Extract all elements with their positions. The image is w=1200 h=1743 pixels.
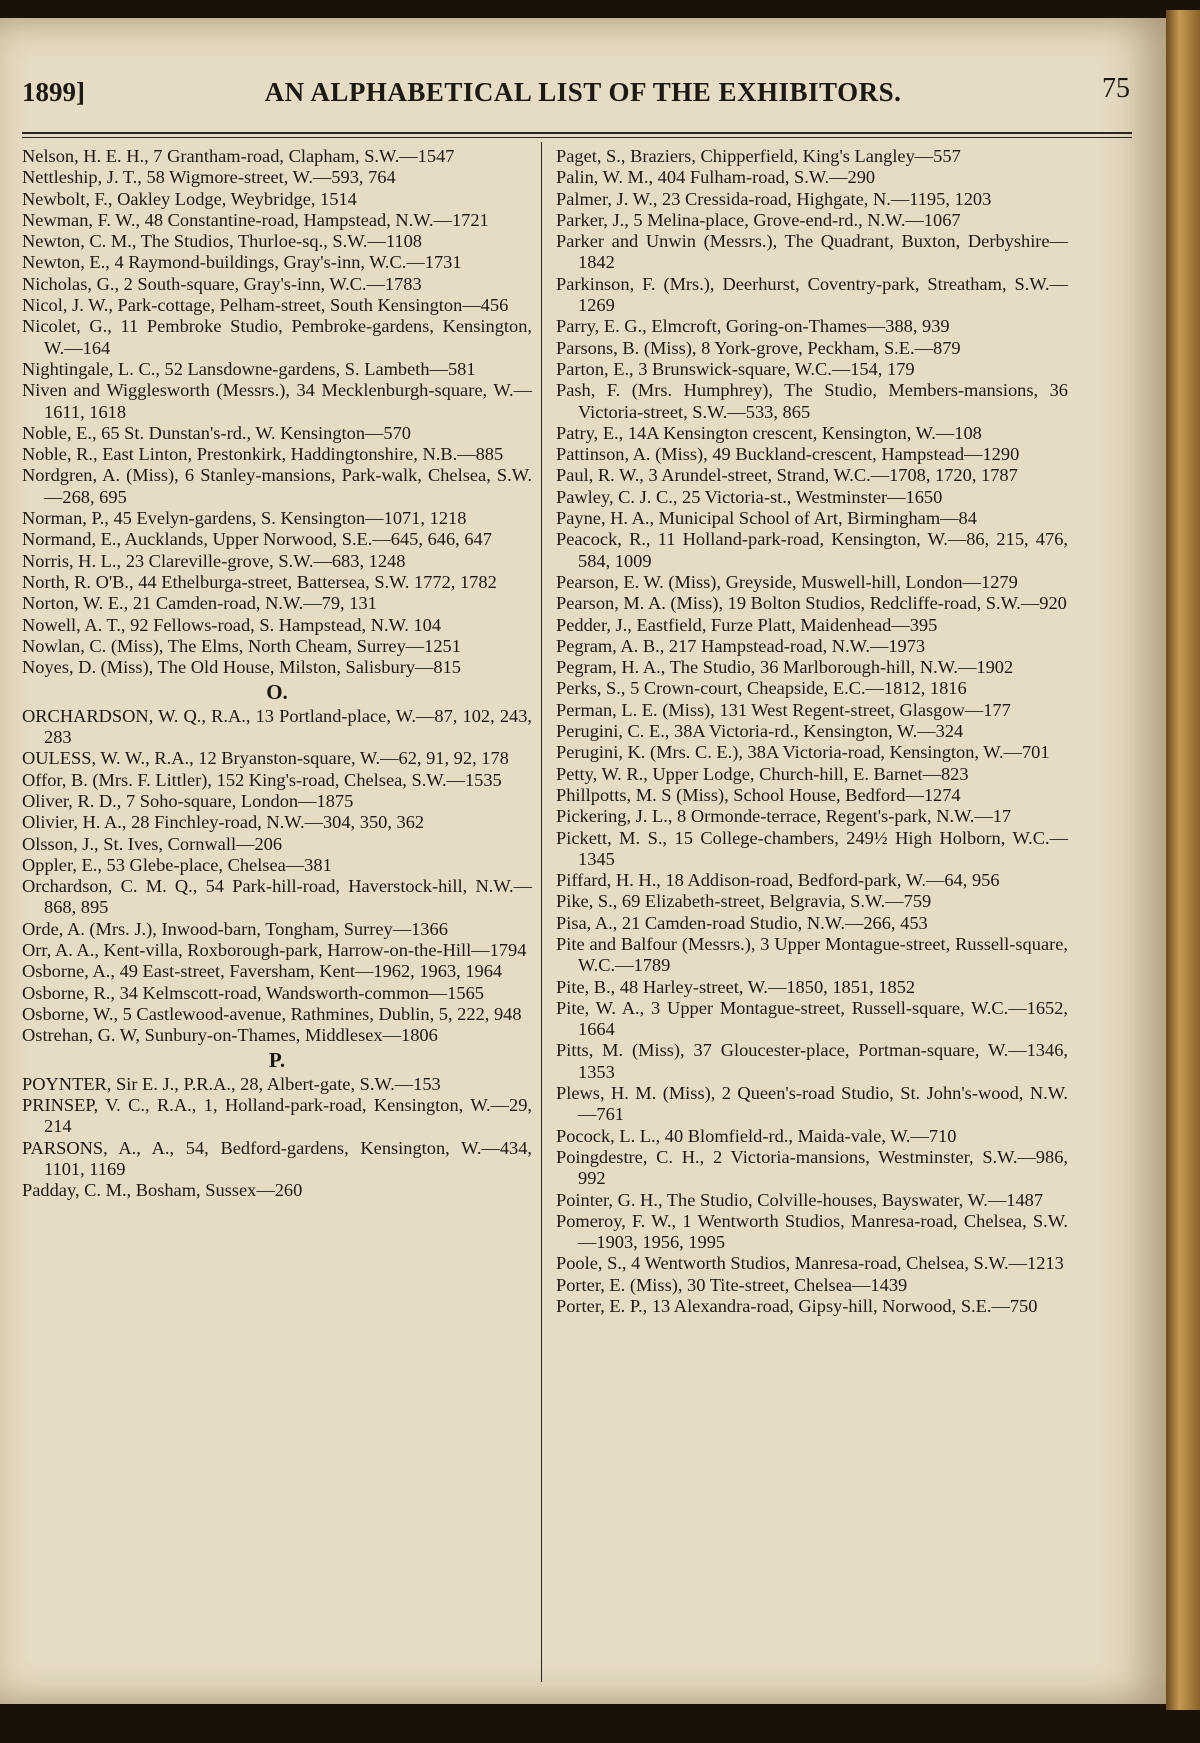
exhibitor-entry: Pite, W. A., 3 Upper Montague-street, Russell-square, W.C.—1652, 1664 (556, 997, 1068, 1040)
exhibitor-entry: Pash, F. (Mrs. Humphrey), The Studio, Members-mansions, 36 Victoria-street, S.W.—533, 865 (556, 380, 1068, 422)
right-column (556, 146, 1068, 1317)
exhibitor-entry: Noble, R., East Linton, Prestonkirk, Haddingtonshire, N.B.—885 (22, 444, 504, 465)
exhibitor-entry: Orchardson, C. M. Q., 54 Park-hill-road, Haverstock-hill, N.W.—868, 895 (22, 876, 532, 918)
exhibitor-entry: Nightingale, L. C., 52 Lansdowne-gardens, S. Lambeth—581 (22, 358, 476, 379)
exhibitor-entry: Parry, E. G., Elmcroft, Goring-on-Thames—388, 939 (556, 316, 950, 337)
exhibitor-entry: Pawley, C. J. C., 25 Victoria-st., Westminster—1650 (556, 486, 943, 507)
exhibitor-entry: Nelson, H. E. H., 7 Grantham-road, Clapham, S.W.—1547 (22, 146, 455, 166)
column-divider (541, 142, 542, 1682)
exhibitor-entry: Orr, A. A., Kent-villa, Roxborough-park, Harrow-on-the-Hill—1794 (22, 939, 527, 960)
exhibitor-entry: Norman, P., 45 Evelyn-gardens, S. Kensington—1071, 1218 (22, 508, 467, 529)
header-rule (22, 132, 1132, 134)
exhibitor-entry: Paget, S., Braziers, Chipperfield, King's Langley—557 (556, 146, 961, 166)
page-header (22, 73, 1144, 123)
page-number: 75 (1102, 73, 1130, 104)
exhibitor-entry: Noble, E., 65 St. Dunstan's-rd., W. Kensington—570 (22, 422, 411, 443)
exhibitor-entry: PARSONS, A., A., 54, Bedford-gardens, Kensington, W.—434, 1101, 1169 (22, 1137, 532, 1179)
exhibitor-entry: Orde, A. (Mrs. J.), Inwood-barn, Tongham, Surrey—1366 (22, 918, 448, 939)
exhibitor-entry: Olivier, H. A., 28 Finchley-road, N.W.—304, 350, 362 (22, 812, 425, 833)
exhibitor-entry: Parkinson, F. (Mrs.), Deerhurst, Coventry-park, Streatham, S.W.—1269 (556, 273, 1068, 316)
exhibitor-entry: Pickering, J. L., 8 Ormonde-terrace, Regent's-park, N.W.—17 (556, 806, 1012, 827)
exhibitor-entry: Oppler, E., 53 Glebe-place, Chelsea—381 (22, 854, 332, 875)
exhibitor-entry: Pite, B., 48 Harley-street, W.—1850, 1851, 1852 (556, 976, 916, 997)
exhibitor-entry: Normand, E., Aucklands, Upper Norwood, S.E.—645, 646, 647 (22, 529, 492, 550)
exhibitor-entry: Nicol, J. W., Park-cottage, Pelham-street, South Kensington—456 (22, 295, 509, 316)
exhibitor-entry: Offor, B. (Mrs. F. Littler), 152 King's-road, Chelsea, S.W.—1535 (22, 769, 502, 790)
exhibitor-entry: Phillpotts, M. S (Miss), School House, Bedford—1274 (556, 784, 961, 805)
page-year: 1899] (22, 77, 85, 107)
exhibitor-entry: Osborne, R., 34 Kelmscott-road, Wandsworth-common—1565 (22, 982, 484, 1003)
exhibitor-entry: Pegram, A. B., 217 Hampstead-road, N.W.—1973 (556, 635, 926, 656)
left-column (22, 146, 532, 1202)
exhibitor-entry: Poole, S., 4 Wentworth Studios, Manresa-road, Chelsea, S.W.—1213 (556, 1253, 1064, 1274)
exhibitor-entry: Pointer, G. H., The Studio, Colville-houses, Bayswater, W.—1487 (556, 1189, 1044, 1210)
exhibitor-entry: North, R. O'B., 44 Ethelburga-street, Battersea, S.W. 1772, 1782 (22, 571, 497, 592)
section-letter: O. (266, 680, 288, 705)
section-letter: P. (268, 1048, 286, 1073)
exhibitor-entry: Pearson, M. A. (Miss), 19 Bolton Studios, Redcliffe-road, S.W.—920 (556, 593, 1067, 614)
page-gilt-edge (1166, 10, 1200, 1710)
exhibitor-entry: Pike, S., 69 Elizabeth-street, Belgravia, S.W.—759 (556, 891, 932, 912)
exhibitor-entry: Padday, C. M., Bosham, Sussex—260 (22, 1180, 303, 1201)
exhibitor-entry: Nowell, A. T., 92 Fellows-road, S. Hampstead, N.W. 104 (22, 614, 442, 635)
exhibitor-entry: Perugini, K. (Mrs. C. E.), 38A Victoria-road, Kensington, W.—701 (556, 742, 1050, 763)
exhibitor-entry: Palin, W. M., 404 Fulham-road, S.W.—290 (556, 167, 876, 188)
exhibitor-entry: Pearson, E. W. (Miss), Greyside, Muswell-hill, London—1279 (556, 571, 1018, 592)
exhibitor-entry: Pite and Balfour (Messrs.), 3 Upper Montague-street, Russell-square, W.C.—1789 (556, 933, 1068, 976)
exhibitor-entry: Ostrehan, G. W, Sunbury-on-Thames, Middlesex—1806 (22, 1025, 438, 1046)
exhibitor-entry: Olsson, J., St. Ives, Cornwall—206 (22, 833, 283, 854)
exhibitor-entry: Poingdestre, C. H., 2 Victoria-mansions, Westminster, S.W.—986, 992 (556, 1146, 1068, 1189)
exhibitor-entry: PRINSEP, V. C., R.A., 1, Holland-park-road, Kensington, W.—29, 214 (22, 1095, 532, 1137)
exhibitor-entry: Peacock, R., 11 Holland-park-road, Kensington, W.—86, 215, 476, 584, 1009 (556, 529, 1068, 571)
exhibitor-entry: Noyes, D. (Miss), The Old House, Milston, Salisbury—815 (22, 657, 461, 678)
exhibitor-entry: Pisa, A., 21 Camden-road Studio, N.W.—266, 453 (556, 912, 928, 933)
exhibitor-entry: Patry, E., 14A Kensington crescent, Kensington, W.—108 (556, 422, 982, 443)
exhibitor-entry: Porter, E. (Miss), 30 Tite-street, Chelsea—1439 (556, 1274, 908, 1295)
exhibitor-entry: Pomeroy, F. W., 1 Wentworth Studios, Manresa-road, Chelsea, S.W.—1903, 1956, 1995 (556, 1210, 1068, 1253)
exhibitor-entry: Perman, L. E. (Miss), 131 West Regent-street, Glasgow—177 (556, 699, 1011, 720)
exhibitor-entry: Pocock, L. L., 40 Blomfield-rd., Maida-vale, W.—710 (556, 1125, 957, 1146)
exhibitor-entry: Parton, E., 3 Brunswick-square, W.C.—154, 179 (556, 358, 915, 379)
exhibitor-entry: Nicholas, G., 2 South-square, Gray's-inn, W.C.—1783 (22, 273, 422, 294)
exhibitor-entry: Payne, H. A., Municipal School of Art, Birmingham—84 (556, 508, 977, 529)
exhibitor-entry: Parsons, B. (Miss), 8 York-grove, Peckham, S.E.—879 (556, 337, 961, 358)
exhibitor-entry: Piffard, H. H., 18 Addison-road, Bedford-park, W.—64, 956 (556, 870, 1000, 891)
book-page (0, 18, 1172, 1704)
exhibitor-entry: Norris, H. L., 23 Clareville-grove, S.W.—683, 1248 (22, 550, 406, 571)
exhibitor-entry: Pitts, M. (Miss), 37 Gloucester-place, Portman-square, W.—1346, 1353 (556, 1040, 1068, 1082)
exhibitor-entry: Newman, F. W., 48 Constantine-road, Hampstead, N.W.—1721 (22, 209, 489, 230)
exhibitor-entry: Paul, R. W., 3 Arundel-street, Strand, W.C.—1708, 1720, 1787 (556, 465, 1018, 486)
page-title: AN ALPHABETICAL LIST OF THE EXHIBITORS. (264, 77, 902, 107)
exhibitor-entry: POYNTER, Sir E. J., P.R.A., 28, Albert-gate, S.W.—153 (22, 1073, 441, 1094)
exhibitor-entry: Perugini, C. E., 38A Victoria-rd., Kensington, W.—324 (556, 721, 964, 742)
exhibitor-entry: Pattinson, A. (Miss), 49 Buckland-crescent, Hampstead—1290 (556, 444, 1020, 465)
exhibitor-entry: Pickett, M. S., 15 College-chambers, 249½ High Holborn, W.C.—1345 (556, 827, 1068, 869)
exhibitor-entry: OULESS, W. W., R.A., 12 Bryanston-square, W.—62, 91, 92, 178 (22, 748, 509, 769)
exhibitor-entry: Osborne, A., 49 East-street, Faversham, Kent—1962, 1963, 1964 (22, 961, 503, 982)
header-rule-thin (22, 137, 1132, 138)
exhibitor-entry: Newbolt, F., Oakley Lodge, Weybridge, 1514 (22, 188, 357, 209)
exhibitor-entry: Parker, J., 5 Melina-place, Grove-end-rd., N.W.—1067 (556, 209, 961, 230)
exhibitor-entry: Pegram, H. A., The Studio, 36 Marlborough-hill, N.W.—1902 (556, 657, 1014, 678)
exhibitor-entry: Palmer, J. W., 23 Cressida-road, Highgate, N.—1195, 1203 (556, 188, 992, 209)
exhibitor-entry: Perks, S., 5 Crown-court, Cheapside, E.C.—1812, 1816 (556, 678, 967, 699)
exhibitor-entry: Oliver, R. D., 7 Soho-square, London—1875 (22, 790, 354, 811)
exhibitor-entry: Nordgren, A. (Miss), 6 Stanley-mansions, Park-walk, Chelsea, S.W.—268, 695 (22, 465, 532, 507)
exhibitor-entry: Newton, E., 4 Raymond-buildings, Gray's-inn, W.C.—1731 (22, 252, 462, 273)
exhibitor-entry: Pedder, J., Eastfield, Furze Platt, Maidenhead—395 (556, 614, 938, 635)
exhibitor-entry: Nowlan, C. (Miss), The Elms, North Cheam, Surrey—1251 (22, 635, 461, 656)
exhibitor-entry: Plews, H. M. (Miss), 2 Queen's-road Studio, St. John's-wood, N.W.—761 (556, 1083, 1068, 1125)
exhibitor-entry: Petty, W. R., Upper Lodge, Church-hill, E. Barnet—823 (556, 763, 969, 784)
exhibitor-entry: Norton, W. E., 21 Camden-road, N.W.—79, 131 (22, 593, 377, 614)
exhibitor-entry: Niven and Wigglesworth (Messrs.), 34 Mecklenburgh-square, W.—1611, 1618 (22, 380, 532, 422)
exhibitor-entry: Newton, C. M., The Studios, Thurloe-sq., S.W.—1108 (22, 231, 423, 252)
exhibitor-entry: Nicolet, G., 11 Pembroke Studio, Pembroke-gardens, Kensington, W.—164 (22, 316, 532, 358)
exhibitor-entry: Nettleship, J. T., 58 Wigmore-street, W.—593, 764 (22, 167, 396, 188)
exhibitor-entry: Parker and Unwin (Messrs.), The Quadrant, Buxton, Derbyshire—1842 (556, 231, 1068, 273)
exhibitor-entry: Osborne, W., 5 Castlewood-avenue, Rathmines, Dublin, 5, 222, 948 (22, 1003, 522, 1024)
exhibitor-entry: ORCHARDSON, W. Q., R.A., 13 Portland-place, W.—87, 102, 243, 283 (22, 705, 532, 748)
exhibitor-entry: Porter, E. P., 13 Alexandra-road, Gipsy-hill, Norwood, S.E.—750 (556, 1296, 1038, 1317)
